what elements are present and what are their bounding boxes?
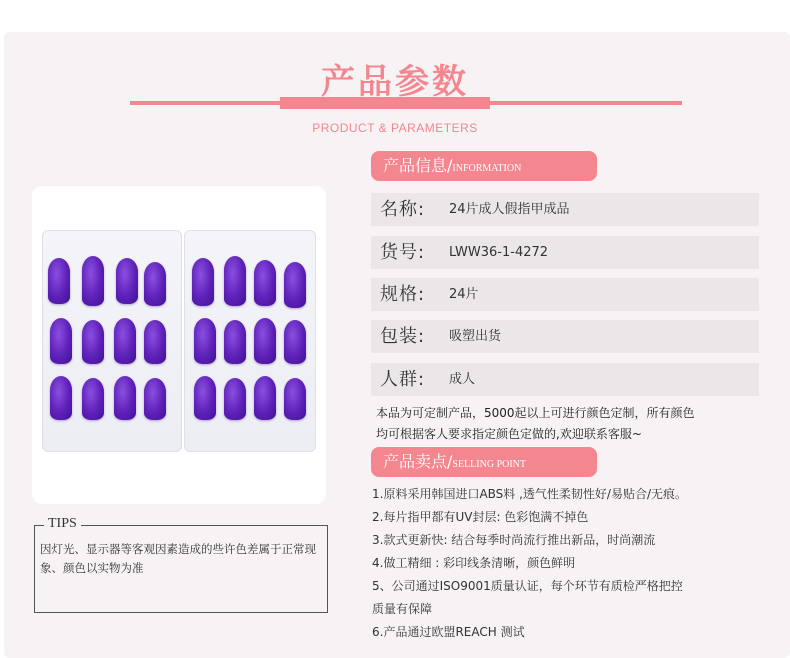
info-value: 成人 [449,372,476,387]
info-row-package [371,320,759,353]
nail [144,378,166,420]
nail [254,318,276,364]
info-key: 货号: [380,242,426,263]
selling-section-header [371,447,597,477]
nail [144,262,166,306]
info-value: 24片成人假指甲成品 [449,202,570,217]
info-row-spec [371,278,759,311]
nail [82,320,104,364]
nail [194,376,216,420]
selling-point: 1.原料采用韩国进口ABS料 ,透气性柔韧性好/易贴合/无痕。 [372,487,688,501]
nail [194,318,216,364]
page-subtitle: PRODUCT & PARAMETERS [312,121,478,135]
nail [224,320,246,364]
selling-point: 2.每片指甲都有UV封层: 色彩饱满不掉色 [372,510,589,524]
nail [50,376,72,420]
selling-point: 4.做工精细 : 彩印线条清晰，颜色鲜明 [372,556,576,570]
selling-point: 6.产品通过欧盟REACH 测试 [372,625,525,639]
tips-label: TIPS [44,516,81,532]
nail [114,376,136,420]
info-section-header [371,151,597,181]
info-value: 24片 [449,287,479,302]
nail [192,258,214,306]
info-row-name [371,193,759,226]
selling-section-title: 产品卖点/ [383,452,453,471]
nail [144,320,166,364]
nail [48,258,70,304]
nail [50,318,72,364]
nail [254,260,276,306]
info-row-audience [371,363,759,396]
nail [254,376,276,420]
info-key: 规格: [380,284,426,305]
product-image [32,186,326,504]
note-line: 本品为可定制产品，5000起以上可进行颜色定制，所有颜色 [376,406,695,420]
nail [224,378,246,420]
info-key: 人群: [380,369,426,390]
nail [82,378,104,420]
info-value: LWW36-1-4272 [449,245,549,260]
customization-note [376,403,766,445]
nail [284,262,306,308]
nail [284,378,306,420]
selling-point: 3.款式更新快: 结合每季时尚流行推出新品，时尚潮流 [372,533,656,547]
info-key: 包装: [380,326,426,347]
info-key: 名称: [380,199,426,220]
selling-point: 5、公司通过ISO9001质量认证，每个环节有质检严格把控 [372,579,683,593]
selling-points-list [372,483,772,644]
page-title: 产品参数 [321,62,469,102]
info-section-title-en: INFORMATION [452,163,522,174]
nail [224,256,246,306]
nail [114,318,136,364]
selling-section-title-en: SELLING POINT [452,459,527,470]
nail [116,258,138,304]
nail [82,256,104,306]
info-value: 吸塑出货 [449,329,502,344]
info-row-item-no [371,236,759,269]
tips-text: 因灯光、显示器等客观因素造成的些许色差属于正常现象、颜色以实物为准 [40,542,316,575]
nail [284,320,306,364]
info-section-title: 产品信息/ [383,156,453,175]
selling-point: 质量有保障 [372,602,433,616]
note-line: 均可根据客人要求指定颜色定做的,欢迎联系客服~ [376,427,642,441]
